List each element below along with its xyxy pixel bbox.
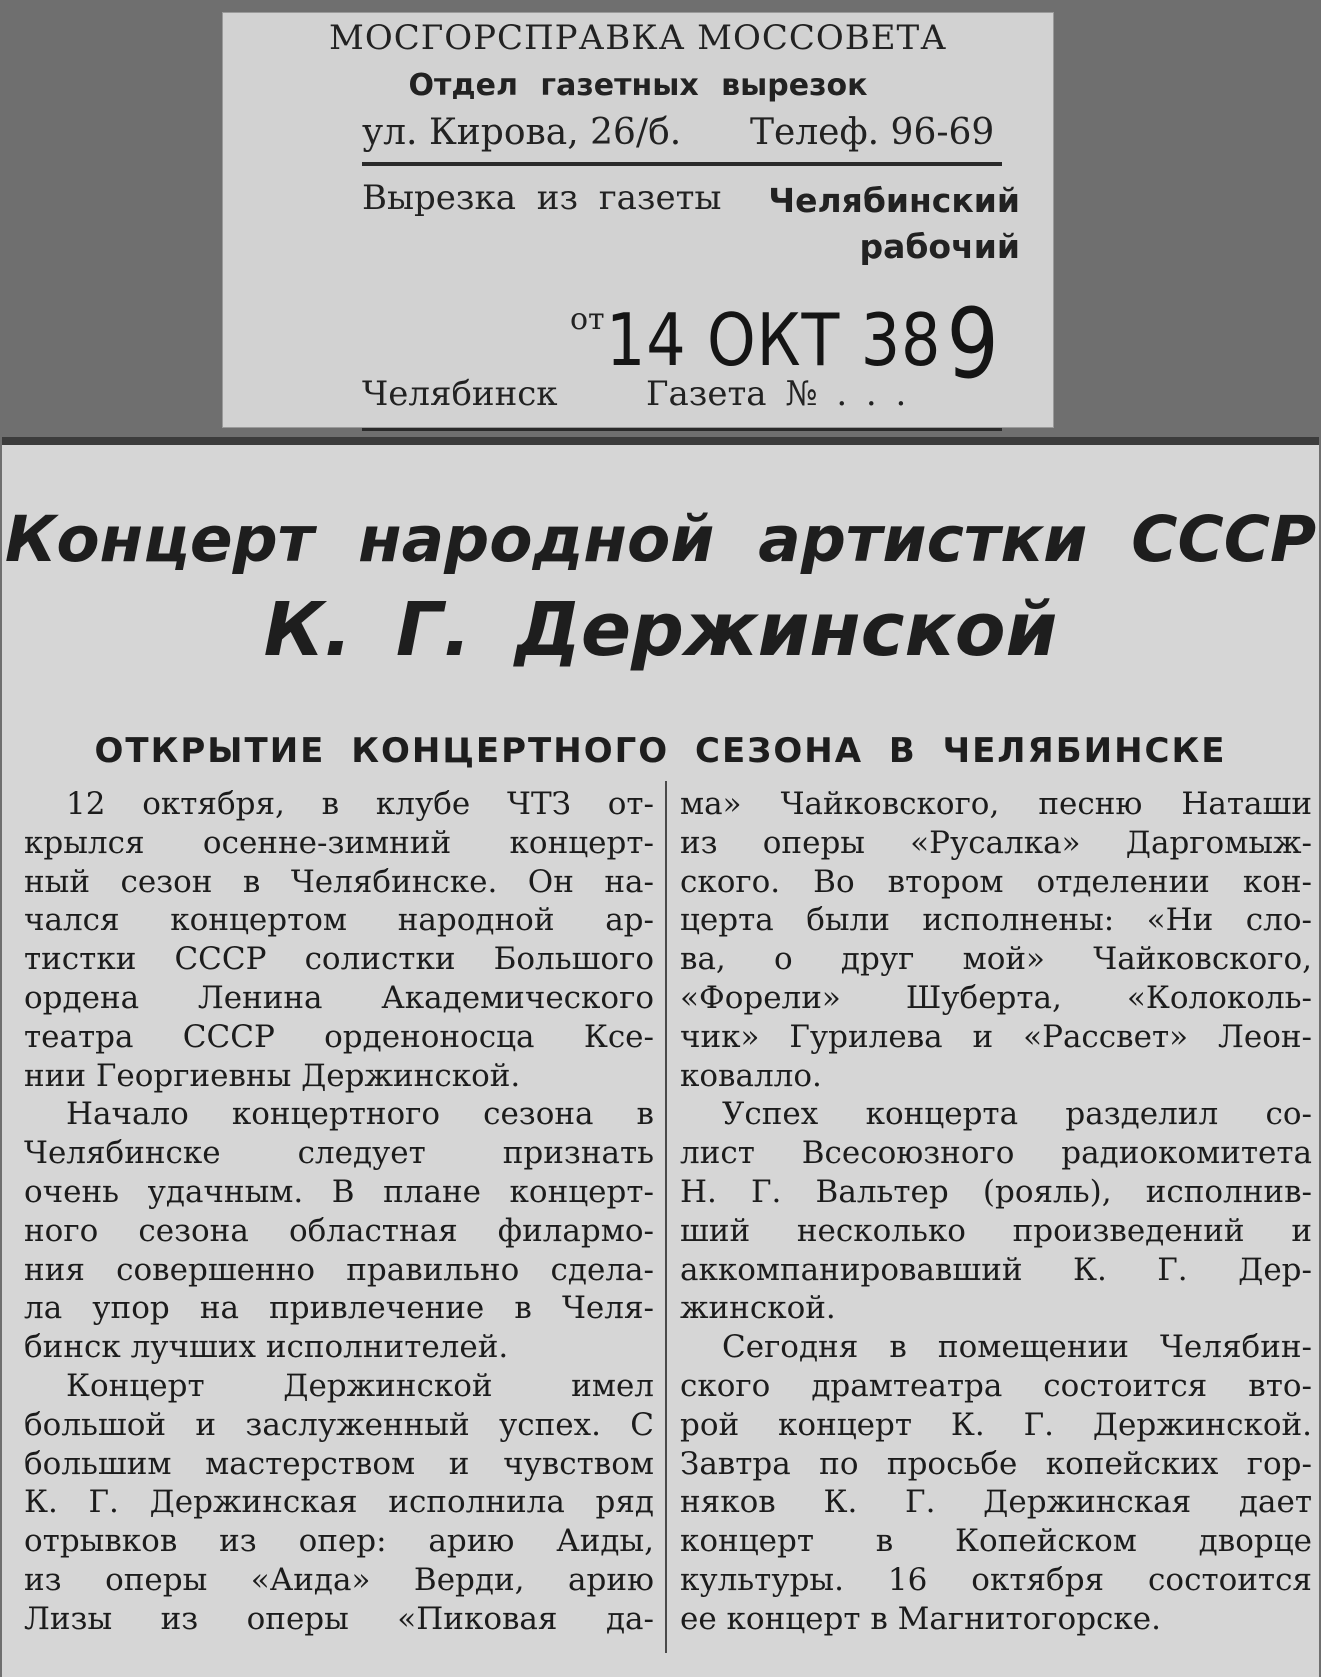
article-line: ее концерт в Магнитогорске. [680, 1600, 1161, 1637]
clip-from-label: Вырезка из газеты [362, 178, 722, 218]
date-stamp-suffix: 9 [946, 288, 1000, 400]
article-line: большим мастерством и чувством [24, 1445, 654, 1482]
article-line: Завтра по просьбе копейских гор- [680, 1445, 1312, 1482]
date-prefix: от [570, 302, 605, 337]
newspaper-name-line2: рабочий [859, 227, 1020, 266]
article-line: культуры. 16 октября состоится [680, 1561, 1312, 1598]
article-line: ордена Ленина Академического [24, 979, 654, 1016]
article-line: бинск лучших исполнителей. [24, 1329, 509, 1366]
city: Челябинск [362, 374, 558, 414]
article-column-left [24, 785, 654, 1639]
article-line: Челябинске следует признать [24, 1135, 654, 1172]
article-line: Н. Г. Вальтер (рояль), исполнив- [680, 1173, 1312, 1210]
address-line [362, 112, 1194, 153]
phone: Телеф. 96-69 [750, 112, 995, 153]
article-line: ковалло. [680, 1057, 822, 1094]
article-line: театра СССР орденоносца Ксе- [24, 1018, 654, 1055]
article-line: Начало концертного сезона в [66, 1096, 654, 1133]
article-line: ского драмтеатра состоится вто- [680, 1367, 1312, 1404]
article-line: 12 октября, в клубе ЧТЗ от- [66, 786, 654, 822]
article-line: концерт в Копейском дворце [680, 1523, 1312, 1560]
headline-line-2: К. Г. Держинской [263, 587, 1058, 673]
address: ул. Кирова, 26/б. [362, 112, 682, 153]
article-line: ния совершенно правильно сдела- [24, 1251, 654, 1288]
newspaper-name-line1: Челябинский [768, 181, 1020, 220]
article-line: тистки СССР солистки Большого [24, 941, 654, 978]
newspaper-clipping [2, 437, 1319, 1677]
divider [362, 162, 1002, 166]
article-line: ший несколько произведений и [680, 1212, 1312, 1249]
article-line: ного сезона областная филармо- [24, 1212, 654, 1249]
article-line: Лизы из оперы «Пиковая да- [24, 1600, 654, 1637]
article-line: из оперы «Аида» Верди, арию [24, 1561, 654, 1598]
article-line: рой концерт К. Г. Держинской. [680, 1406, 1312, 1443]
article-line: Сегодня в помещении Челябин- [722, 1329, 1312, 1366]
article-line: нии Георгиевны Держинской. [24, 1057, 521, 1094]
article-line: ва, о друг мой» Чайковского, [680, 941, 1312, 978]
article-line: чался концертом народной ар- [24, 902, 654, 939]
article-line: церта были исполнены: «Ни сло- [680, 902, 1312, 939]
article-line: жинской. [680, 1290, 836, 1327]
article-line: К. Г. Держинская исполнила ряд [24, 1484, 654, 1521]
agency-name: МОСГОРСПРАВКА МОССОВЕТА [329, 18, 947, 58]
article-line: ный сезон в Челябинске. Он на- [24, 863, 654, 900]
article-line: лист Всесоюзного радиокомитета [680, 1135, 1312, 1172]
article-line: Успех концерта разделил со- [722, 1096, 1312, 1133]
article-line: большой и заслуженный успех. С [24, 1406, 654, 1443]
article-line: аккомпанировавший К. Г. Дер- [680, 1251, 1312, 1288]
article-line: ского. Во втором отделении кон- [680, 863, 1312, 900]
article-line: няков К. Г. Держинская дает [680, 1484, 1312, 1521]
article-line: крылся осенне-зимний концерт- [24, 824, 654, 861]
article-line: из оперы «Русалка» Даргомыж- [680, 824, 1312, 861]
subheadline: ОТКРЫТИЕ КОНЦЕРТНОГО СЕЗОНА В ЧЕЛЯБИНСКЕ [94, 731, 1227, 771]
article-line: очень удачным. В плане концерт- [24, 1173, 654, 1210]
paper-number: Газета № . . . [646, 374, 907, 414]
article-line: ма» Чайковского, песню Наташи [680, 786, 1312, 822]
column-divider [665, 781, 667, 1653]
clipping-label-card [222, 12, 1054, 428]
article-line: Концерт Держинской имел [66, 1367, 654, 1404]
article-line: чик» Гурилева и «Рассвет» Леон- [680, 1018, 1312, 1055]
department-name: Отдел газетных вырезок [408, 68, 868, 103]
article-column-right [680, 785, 1312, 1639]
article-line: «Форели» Шуберта, «Колоколь- [680, 979, 1312, 1016]
newspaper-name [750, 178, 1020, 270]
article-line: ла упор на привлечение в Челя- [24, 1290, 654, 1327]
headline-line-1: Концерт народной артистки СССР [4, 503, 1317, 576]
divider [362, 428, 1002, 431]
date-stamp-value: 14 ОКТ 38 [606, 298, 942, 382]
article-line: отрывков из опер: арию Аиды, [24, 1523, 654, 1560]
